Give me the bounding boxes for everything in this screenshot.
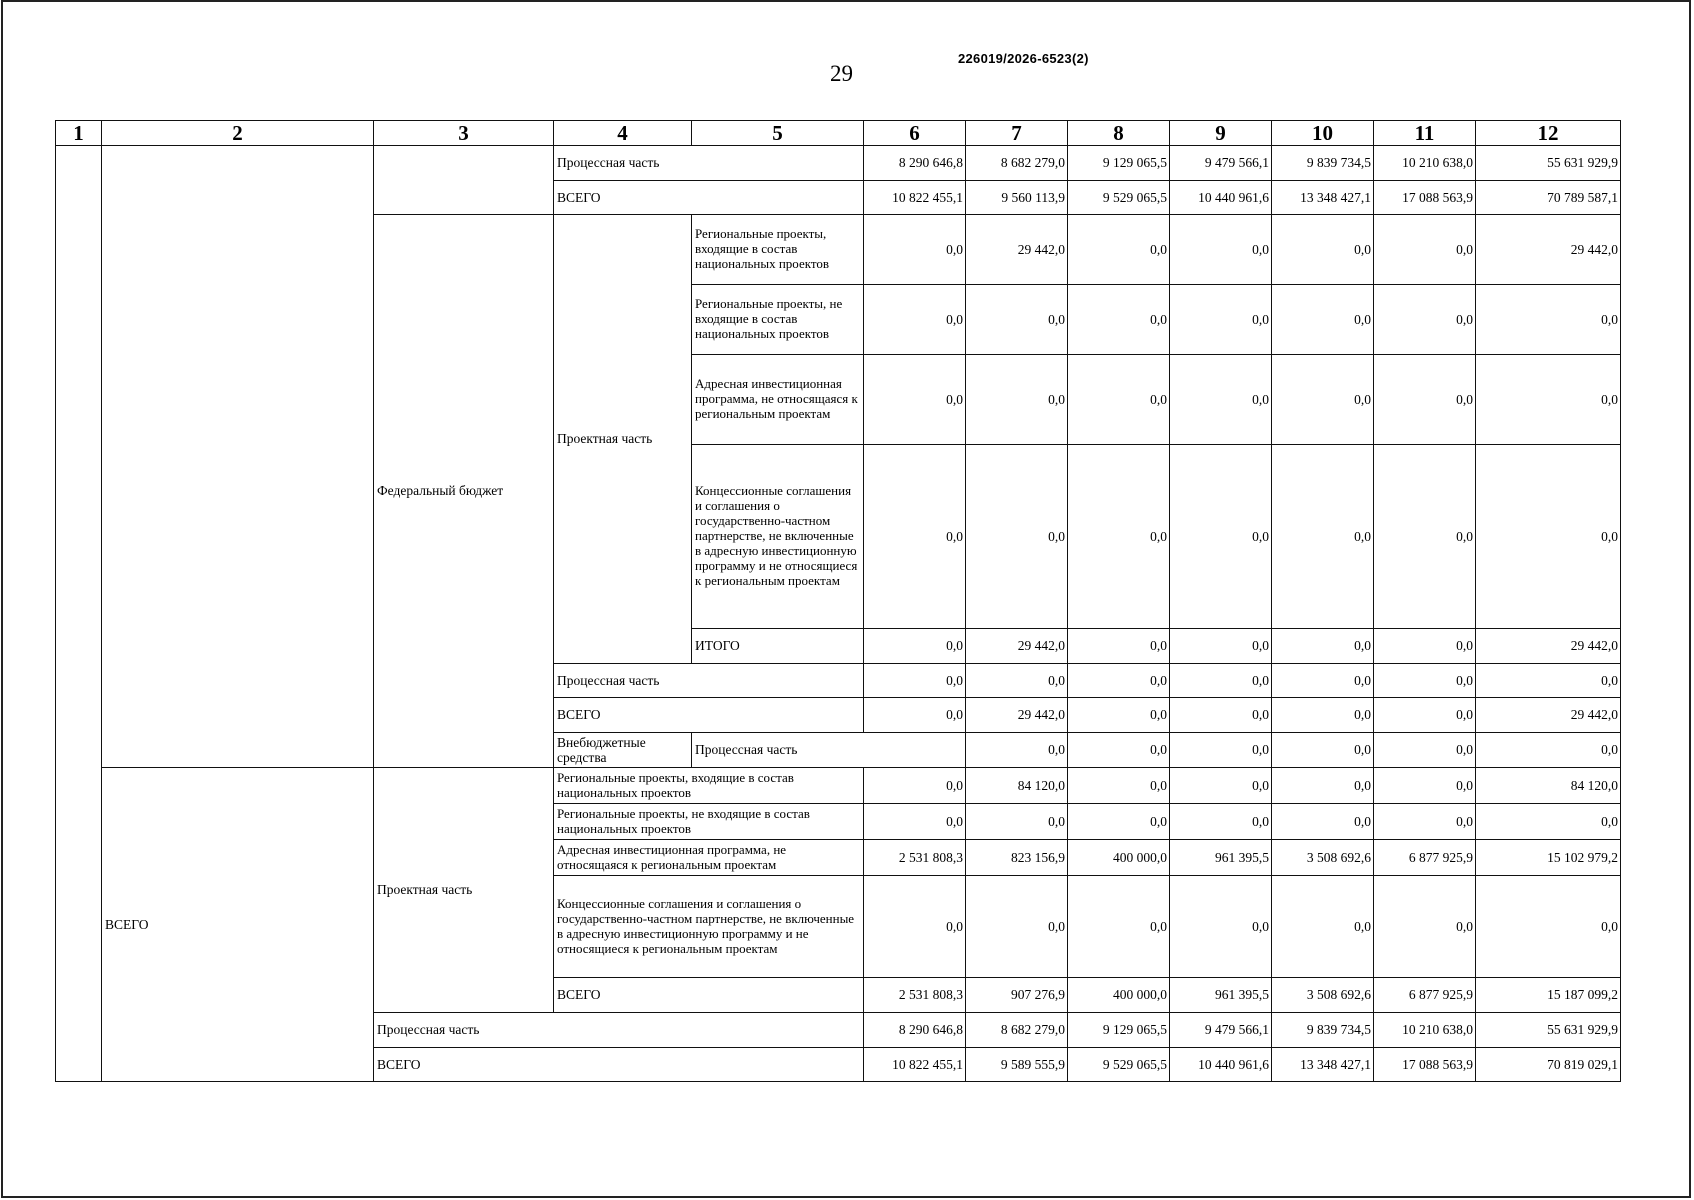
row-label: ВСЕГО: [554, 181, 864, 215]
value-cell: 9 479 566,1: [1170, 146, 1272, 181]
row-label: Процессная часть: [554, 146, 864, 181]
col-header: 6: [864, 121, 966, 146]
value-cell: 9 529 065,5: [1068, 1048, 1170, 1082]
value-cell: 0,0: [1272, 445, 1374, 629]
part-label: Проектная часть: [374, 768, 554, 1013]
value-cell: 9 479 566,1: [1170, 1013, 1272, 1048]
value-cell: 0,0: [1272, 733, 1374, 768]
col-header: 10: [1272, 121, 1374, 146]
value-cell: 0,0: [1170, 664, 1272, 698]
value-cell: 0,0: [864, 664, 966, 698]
value-cell: 17 088 563,9: [1374, 1048, 1476, 1082]
value-cell: 0,0: [1272, 285, 1374, 355]
value-cell: 9 129 065,5: [1068, 146, 1170, 181]
value-cell: 0,0: [1476, 445, 1621, 629]
funding-source-label: Внебюджетные средства: [554, 733, 692, 768]
row-label: Адресная инвестиционная программа, не относящаяся к региональным проектам: [554, 840, 864, 876]
value-cell: 17 088 563,9: [1374, 181, 1476, 215]
value-cell: 9 589 555,9: [966, 1048, 1068, 1082]
value-cell: 0,0: [864, 215, 966, 285]
value-cell: 0,0: [864, 876, 966, 978]
value-cell: 10 822 455,1: [864, 181, 966, 215]
value-cell: 0,0: [966, 733, 1068, 768]
value-cell: 2 531 808,3: [864, 840, 966, 876]
col-header: 8: [1068, 121, 1170, 146]
value-cell: 0,0: [1170, 629, 1272, 664]
value-cell: 0,0: [1374, 768, 1476, 804]
row-label: ИТОГО: [692, 629, 864, 664]
value-cell: 0,0: [1272, 215, 1374, 285]
value-cell: 0,0: [1170, 215, 1272, 285]
page-number: 29: [830, 61, 853, 86]
header-row: [56, 121, 1621, 146]
value-cell: 0,0: [1068, 285, 1170, 355]
row-label: Процессная часть: [554, 664, 864, 698]
value-cell: 84 120,0: [1476, 768, 1621, 804]
value-cell: 70 789 587,1: [1476, 181, 1621, 215]
value-cell: 55 631 929,9: [1476, 1013, 1621, 1048]
value-cell: 0,0: [1068, 355, 1170, 445]
value-cell: 0,0: [864, 698, 966, 733]
value-cell: 0,0: [1068, 215, 1170, 285]
value-cell: 9 560 113,9: [966, 181, 1068, 215]
value-cell: 0,0: [1170, 768, 1272, 804]
value-cell: 0,0: [1272, 876, 1374, 978]
value-cell: 0,0: [966, 876, 1068, 978]
value-cell: 0,0: [1374, 804, 1476, 840]
value-cell: 70 819 029,1: [1476, 1048, 1621, 1082]
value-cell: 0,0: [1374, 215, 1476, 285]
value-cell: 0,0: [966, 445, 1068, 629]
value-cell: 0,0: [1068, 876, 1170, 978]
value-cell: 8 682 279,0: [966, 1013, 1068, 1048]
value-cell: 29 442,0: [966, 698, 1068, 733]
col-header: 5: [692, 121, 864, 146]
col-header: 7: [966, 121, 1068, 146]
value-cell: 55 631 929,9: [1476, 146, 1621, 181]
value-cell: 0,0: [966, 804, 1068, 840]
row-label: Региональные проекты, не входящие в состав национальных проектов: [692, 285, 864, 355]
funding-source-label: Федеральный бюджет: [374, 215, 554, 768]
value-cell: 0,0: [1476, 733, 1621, 768]
value-cell: 0,0: [1476, 876, 1621, 978]
value-cell: 0,0: [1068, 733, 1170, 768]
value-cell: 84 120,0: [966, 768, 1068, 804]
value-cell: 400 000,0: [1068, 840, 1170, 876]
value-cell: 0,0: [1170, 445, 1272, 629]
value-cell: 8 290 646,8: [864, 146, 966, 181]
value-cell: 0,0: [1272, 355, 1374, 445]
value-cell: 9 129 065,5: [1068, 1013, 1170, 1048]
value-cell: 0,0: [1374, 664, 1476, 698]
value-cell: 0,0: [1374, 629, 1476, 664]
value-cell: 0,0: [1374, 876, 1476, 978]
table-row: [56, 146, 1621, 181]
value-cell: 29 442,0: [1476, 629, 1621, 664]
value-cell: 10 210 638,0: [1374, 1013, 1476, 1048]
row-label: ВСЕГО: [554, 978, 864, 1013]
value-cell: 0,0: [1068, 629, 1170, 664]
row-label: ВСЕГО: [554, 698, 864, 733]
value-cell: 0,0: [864, 285, 966, 355]
col-header: 3: [374, 121, 554, 146]
row-label: Региональные проекты, не входящие в состав национальных проектов: [554, 804, 864, 840]
value-cell: 3 508 692,6: [1272, 840, 1374, 876]
value-cell: 0,0: [1170, 804, 1272, 840]
value-cell: 0,0: [1272, 804, 1374, 840]
value-cell: 0,0: [1170, 285, 1272, 355]
value-cell: 9 839 734,5: [1272, 146, 1374, 181]
row-label: Концессионные соглашения и соглашения о государственно-частном партнерстве, не включенные в адресную инвестиционную программу и не относящиеся к региональным проектам: [692, 445, 864, 629]
value-cell: 823 156,9: [966, 840, 1068, 876]
value-cell: 0,0: [1374, 355, 1476, 445]
value-cell: 907 276,9: [966, 978, 1068, 1013]
value-cell: 3 508 692,6: [1272, 978, 1374, 1013]
row-label: Адресная инвестиционная программа, не относящаяся к региональным проектам: [692, 355, 864, 445]
value-cell: 29 442,0: [1476, 698, 1621, 733]
col-header: 9: [1170, 121, 1272, 146]
value-cell: 0,0: [864, 445, 966, 629]
value-cell: 15 102 979,2: [1476, 840, 1621, 876]
value-cell: 6 877 925,9: [1374, 978, 1476, 1013]
value-cell: 9 839 734,5: [1272, 1013, 1374, 1048]
part-label: Проектная часть: [554, 215, 692, 664]
value-cell: 10 440 961,6: [1170, 1048, 1272, 1082]
value-cell: 0,0: [864, 804, 966, 840]
value-cell: 0,0: [864, 355, 966, 445]
value-cell: 8 682 279,0: [966, 146, 1068, 181]
row-label: Региональные проекты, входящие в состав национальных проектов: [554, 768, 864, 804]
value-cell: 0,0: [1170, 733, 1272, 768]
row-label: Процессная часть: [692, 733, 966, 768]
value-cell: 0,0: [1476, 804, 1621, 840]
value-cell: 0,0: [1476, 285, 1621, 355]
value-cell: 8 290 646,8: [864, 1013, 966, 1048]
value-cell: 0,0: [1068, 698, 1170, 733]
row-label: Процессная часть: [374, 1013, 864, 1048]
col-header: 4: [554, 121, 692, 146]
value-cell: 0,0: [1068, 768, 1170, 804]
value-cell: 29 442,0: [1476, 215, 1621, 285]
value-cell: 0,0: [1374, 285, 1476, 355]
value-cell: 0,0: [966, 355, 1068, 445]
total-block-label: ВСЕГО: [102, 768, 374, 1082]
value-cell: 0,0: [1272, 698, 1374, 733]
value-cell: 961 395,5: [1170, 840, 1272, 876]
cell-col2: [102, 146, 374, 768]
value-cell: 0,0: [966, 664, 1068, 698]
col-header: 2: [102, 121, 374, 146]
cell-col3: [374, 146, 554, 215]
value-cell: 0,0: [1272, 629, 1374, 664]
value-cell: 0,0: [1272, 768, 1374, 804]
value-cell: 0,0: [864, 629, 966, 664]
row-label: Региональные проекты, входящие в состав национальных проектов: [692, 215, 864, 285]
document-id: 226019/2026-6523(2): [958, 51, 1089, 66]
value-cell: 0,0: [1374, 733, 1476, 768]
cell-col1: [56, 146, 102, 1082]
value-cell: 10 822 455,1: [864, 1048, 966, 1082]
value-cell: 29 442,0: [966, 629, 1068, 664]
table-row: [56, 768, 1621, 804]
value-cell: 10 210 638,0: [1374, 146, 1476, 181]
value-cell: 15 187 099,2: [1476, 978, 1621, 1013]
value-cell: 0,0: [1374, 698, 1476, 733]
value-cell: 0,0: [1476, 664, 1621, 698]
value-cell: 29 442,0: [966, 215, 1068, 285]
value-cell: 13 348 427,1: [1272, 181, 1374, 215]
row-label: ВСЕГО: [374, 1048, 864, 1082]
value-cell: 0,0: [1068, 664, 1170, 698]
col-header: 12: [1476, 121, 1621, 146]
value-cell: 10 440 961,6: [1170, 181, 1272, 215]
value-cell: 0,0: [1170, 876, 1272, 978]
value-cell: 0,0: [1170, 698, 1272, 733]
value-cell: 9 529 065,5: [1068, 181, 1170, 215]
col-header: 1: [56, 121, 102, 146]
value-cell: 0,0: [966, 285, 1068, 355]
value-cell: 2 531 808,3: [864, 978, 966, 1013]
value-cell: 13 348 427,1: [1272, 1048, 1374, 1082]
value-cell: 0,0: [1068, 804, 1170, 840]
value-cell: 0,0: [1170, 355, 1272, 445]
value-cell: 0,0: [1476, 355, 1621, 445]
value-cell: 0,0: [1068, 445, 1170, 629]
value-cell: 0,0: [1374, 445, 1476, 629]
value-cell: 400 000,0: [1068, 978, 1170, 1013]
row-label: Концессионные соглашения и соглашения о государственно-частном партнерстве, не включенные в адресную инвестиционную программу и не относящиеся к региональным проектам: [554, 876, 864, 978]
value-cell: 6 877 925,9: [1374, 840, 1476, 876]
budget-table: [55, 120, 1621, 1082]
value-cell: 0,0: [1272, 664, 1374, 698]
value-cell: 0,0: [864, 768, 966, 804]
value-cell: 961 395,5: [1170, 978, 1272, 1013]
col-header: 11: [1374, 121, 1476, 146]
